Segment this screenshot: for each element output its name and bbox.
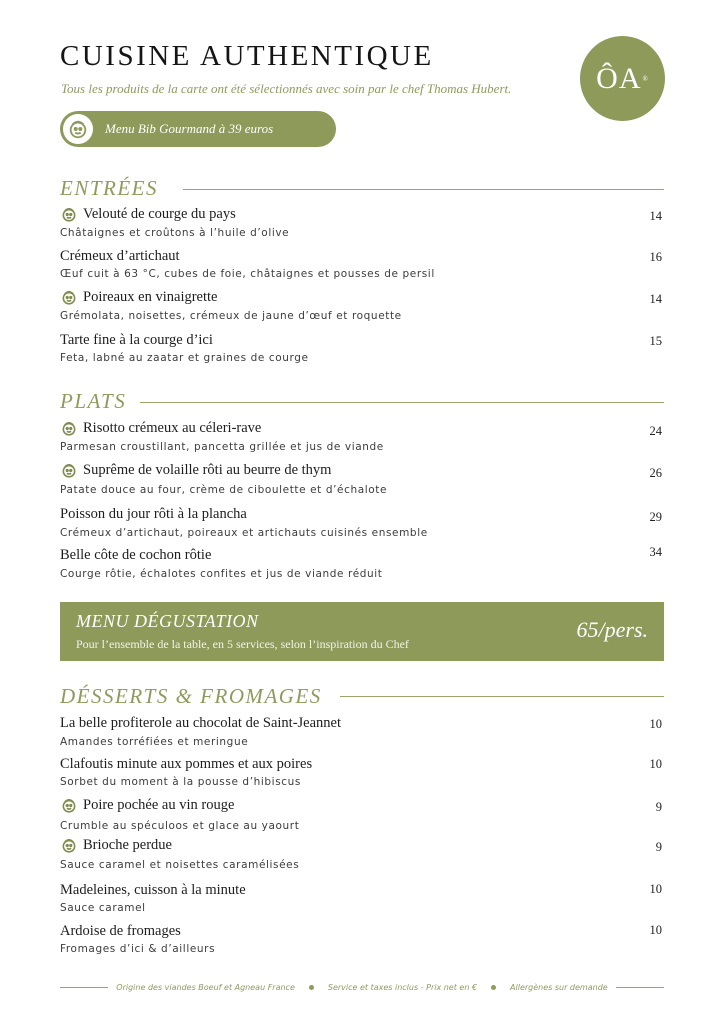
dish-description: Patate douce au four, crème de ciboulette et d’échalote (60, 484, 388, 496)
dish-price: 10 (649, 717, 662, 731)
logo-text: ÔA (596, 61, 642, 95)
dish-description: Œuf cuit à 63 °C, cubes de foie, châtaignes et pousses de persil (60, 268, 435, 280)
section-title-entrees: ENTRÉES (60, 176, 158, 200)
dish-description: Courge rôtie, échalotes confites et jus de viande réduit (60, 568, 383, 580)
dish-price: 34 (649, 545, 662, 559)
bib-gourmand-banner (60, 111, 336, 147)
dish-price: 10 (649, 923, 662, 937)
dish-description: Sauce caramel et noisettes caramélisées (60, 859, 300, 871)
dish-name (60, 462, 331, 479)
footer-divider (616, 987, 664, 988)
dish-label: Brioche perdue (83, 837, 172, 853)
bib-gourmand-label: Menu Bib Gourmand à 39 euros (105, 121, 274, 136)
dish-name (60, 289, 217, 306)
footer-divider (60, 987, 108, 988)
dish-price: 16 (649, 250, 662, 264)
dish-price: 9 (655, 840, 662, 854)
dish-name: La belle profiterole au chocolat de Saint-Jeannet (60, 715, 342, 731)
dish-description: Sorbet du moment à la pousse d’hibiscus (60, 776, 301, 788)
bib-gourmand-icon (60, 420, 78, 437)
dish-description: Parmesan croustillant, pancetta grillée et jus de viande (60, 441, 384, 453)
dish-price: 24 (649, 424, 662, 438)
bullet-icon (491, 985, 496, 990)
footer-note-service: Service et taxes inclus - Prix net en € (327, 982, 478, 992)
dish-label: Poire pochée au vin rouge (83, 797, 235, 813)
bib-gourmand-icon (60, 462, 78, 479)
tasting-menu-price: 65/pers. (576, 617, 648, 642)
dish-name: Madeleines, cuisson à la minute (60, 882, 246, 898)
dish-name: Clafoutis minute aux pommes et aux poires (60, 756, 313, 772)
page-subtitle: Tous les produits de la carte ont été sélectionnés avec soin par le chef Thomas Hubert. (61, 81, 512, 96)
dish-label: Suprême de volaille rôti au beurre de thym (83, 462, 332, 478)
dish-name (60, 206, 236, 223)
tasting-menu-subtitle: Pour l’ensemble de la table, en 5 services, selon l’inspiration du Chef (76, 637, 409, 651)
dish-name: Tarte fine à la courge d’ici (60, 332, 213, 348)
dish-description: Fromages d’ici & d’ailleurs (60, 943, 216, 955)
dish-description: Crémeux d’artichaut, poireaux et artichauts cuisinés ensemble (60, 527, 428, 539)
dish-description: Amandes torréfiées et meringue (60, 736, 249, 748)
footer-note-allergens: Allergènes sur demande (510, 982, 608, 992)
dish-label: Velouté de courge du pays (83, 206, 236, 222)
dish-price: 29 (649, 510, 662, 524)
bib-gourmand-icon (60, 289, 78, 306)
dish-description: Sauce caramel (60, 902, 146, 914)
dish-name (60, 420, 261, 437)
dish-price: 9 (655, 800, 662, 814)
footer-note-origin: Origine des viandes Boeuf et Agneau France (116, 982, 295, 992)
dish-label: Poireaux en vinaigrette (83, 289, 218, 305)
dish-name: Crémeux d’artichaut (60, 248, 180, 264)
dish-price: 10 (649, 882, 662, 896)
restaurant-logo (580, 36, 665, 121)
dish-label: Risotto crémeux au céleri-rave (83, 420, 262, 436)
section-divider (340, 696, 664, 697)
bib-gourmand-icon (60, 797, 78, 814)
tasting-menu-title: MENU DÉGUSTATION (76, 611, 259, 631)
footer (60, 980, 664, 994)
dish-description: Crumble au spéculoos et glace au yaourt (60, 820, 300, 832)
section-divider (140, 402, 664, 403)
bib-gourmand-icon (60, 837, 78, 854)
dish-name: Belle côte de cochon rôtie (60, 547, 212, 563)
logo-mark: ® (642, 74, 649, 83)
dish-name (60, 797, 234, 814)
dish-name: Ardoise de fromages (60, 923, 181, 939)
dish-price: 15 (649, 334, 662, 348)
section-title-desserts: DÉSSERTS & FROMAGES (60, 684, 322, 708)
section-divider (183, 189, 664, 190)
dish-price: 14 (649, 292, 662, 306)
section-title-plats: PLATS (60, 389, 127, 413)
dish-price: 14 (649, 209, 662, 223)
dish-name: Poisson du jour rôti à la plancha (60, 506, 247, 522)
bib-gourmand-icon (60, 206, 78, 223)
bib-gourmand-icon (63, 114, 93, 144)
dish-price: 26 (649, 466, 662, 480)
dish-description: Feta, labné au zaatar et graines de courge (60, 352, 309, 364)
dish-price: 10 (649, 757, 662, 771)
dish-description: Châtaignes et croûtons à l’huile d’olive (60, 227, 290, 239)
page-title: CUISINE AUTHENTIQUE (60, 40, 434, 72)
tasting-menu-banner (60, 602, 664, 661)
dish-description: Grémolata, noisettes, crémeux de jaune d’œuf et roquette (60, 310, 402, 322)
dish-name (60, 837, 172, 854)
bullet-icon (309, 985, 314, 990)
